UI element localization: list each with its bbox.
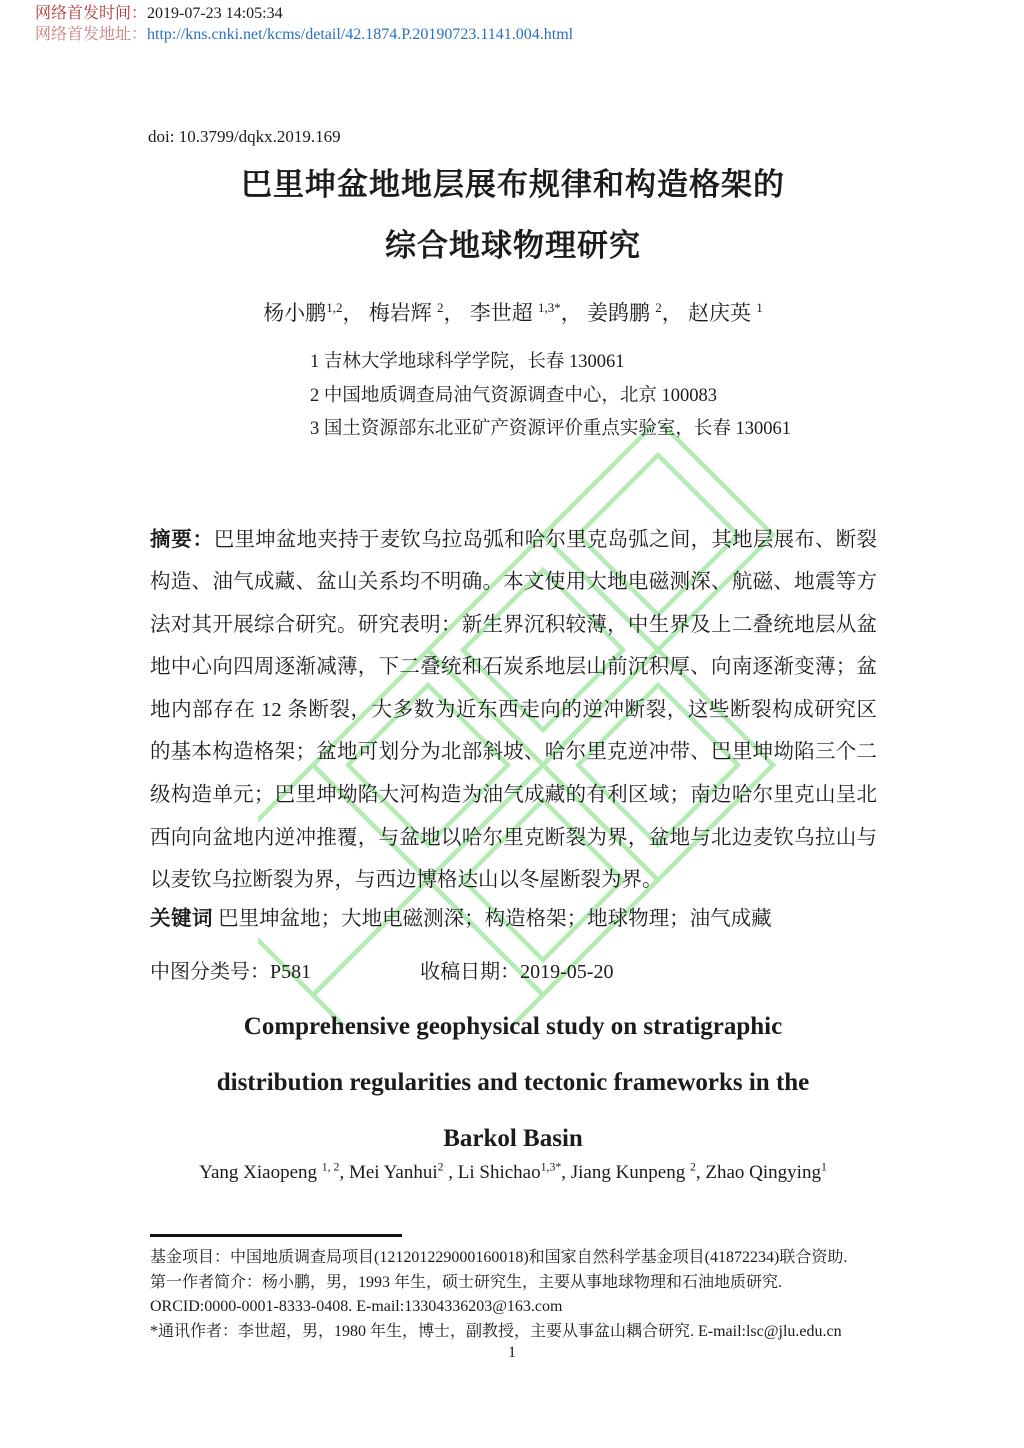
title-cn [150, 154, 876, 276]
online-first-url-line [35, 24, 573, 45]
author-en: Li Shichao$^{1,3*}$, [457, 1161, 571, 1184]
footnote-block [150, 1234, 877, 1344]
authors-en [150, 1161, 876, 1184]
affiliations [310, 346, 791, 447]
footnote-divider [150, 1234, 402, 1237]
affiliation-line: 3 国土资源部东北亚矿产资源评价重点实验室，长春 130061 [310, 419, 792, 439]
affiliation-line: 1 吉林大学地球科学学院，长春 130061 [310, 352, 625, 372]
title-en-line: distribution regularities and tectonic frameworks in the [216, 1069, 810, 1096]
publish-time-value: 2019-07-23 14:05:34 [147, 5, 283, 22]
title-en-line: Barkol Basin [443, 1125, 583, 1152]
author-en: Mei Yanhui$^2$ , [348, 1161, 454, 1184]
keywords-text: 巴里坤盆地；大地电磁测深；构造格架；地球物理；油气成藏 [213, 908, 772, 930]
author-en: Zhao Qingying$^1$ [705, 1161, 827, 1184]
authors-cn [150, 297, 876, 327]
author-cn: 杨小鹏$^{1,2}$， [263, 300, 364, 325]
author-cn: 姜鹍鹏 $^2$， [587, 300, 683, 325]
abstract-label: 摘要： [150, 528, 214, 551]
online-first-header [35, 3, 573, 45]
publish-url-link[interactable]: http://kns.cnki.net/kcms/detail/42.1874.P.20190723.1141.004.html [147, 26, 574, 43]
author-en: Jiang Kunpeng $^2$, [570, 1161, 706, 1184]
abstract-text: 巴里坤盆地夹持于麦钦乌拉岛弧和哈尔里克岛弧之间，其地层展布、断裂构造、油气成藏、盆山关系均不明确。本文使用大地电磁测深、航磁、地震等方法对其开展综合研究。研究表明：新生界沉积较薄，中生界及上二叠统地层从盆地中心向四周逐渐减薄，下二叠统和石炭系地层山前沉积厚、向南逐渐变薄；盆地内部存在 12 条断裂，大多数为近东西走向的逆冲断裂，这些断裂构成研究区的基本构造格架；盆地可划分为北部斜坡、哈尔里克逆冲带、巴里坤坳陷三个二级构造单元；巴里坤坳陷大河构造为油气成藏的有利区域；南边哈尔里克山呈北西向向盆地内逆冲推覆，与盆地以哈尔里克断裂为界，盆地与北边麦钦乌拉山与以麦钦乌拉断裂为界，与西边博格达山以冬屋断裂为界。 [150, 528, 878, 892]
title-en [150, 999, 876, 1167]
abstract [150, 519, 877, 902]
affiliation-line: 2 中国地质调查局油气资源调查中心，北京 100083 [310, 385, 718, 406]
author-cn: 李世超 $^{1,3*}$， [469, 300, 582, 325]
received-date: 收稿日期：2019-05-20 [420, 961, 614, 983]
footnote-line: 基金项目：中国地质调查局项目(121201229000160018)和国家自然科学基金项目(41872234)联合资助. [150, 1249, 848, 1266]
clc-number: 中图分类号：P581 [150, 961, 312, 983]
online-first-time-line [35, 3, 573, 24]
keywords [150, 901, 877, 931]
footnote-line: ORCID:0000-0001-8333-0408. E-mail:13304336203@163.com [150, 1298, 563, 1315]
footnote-line: 第一作者简介：杨小鹏，男，1993 年生，硕士研究生，主要从事地球物理和石油地质研究. [150, 1273, 783, 1291]
author-cn: 梅岩辉 $^2$， [368, 300, 465, 325]
doi-line: doi: 10.3799/dqkx.2019.169 [148, 127, 341, 146]
author-en: Yang Xiaopeng $^{1, 2}$, [199, 1161, 349, 1184]
publish-url-label: 网络首发地址： [35, 26, 148, 43]
title-cn-line1: 巴里坤盆地地层展布规律和构造格架的 [241, 167, 785, 202]
footnote-line: *通讯作者：李世超，男，1980 年生，博士，副教授，主要从事盆山耦合研究. E-mail:lsc@jlu.edu.cn [150, 1322, 842, 1340]
page-number: 1 [508, 1344, 516, 1361]
author-cn: 赵庆英 $^1$ [688, 300, 763, 325]
title-en-line: Comprehensive geophysical study on stratigraphic [243, 1013, 783, 1040]
keywords-label: 关键词 [150, 908, 213, 930]
meta-line [150, 955, 877, 984]
title-cn-line2: 综合地球物理研究 [385, 228, 641, 263]
publish-time-label: 网络首发时间： [35, 5, 148, 22]
